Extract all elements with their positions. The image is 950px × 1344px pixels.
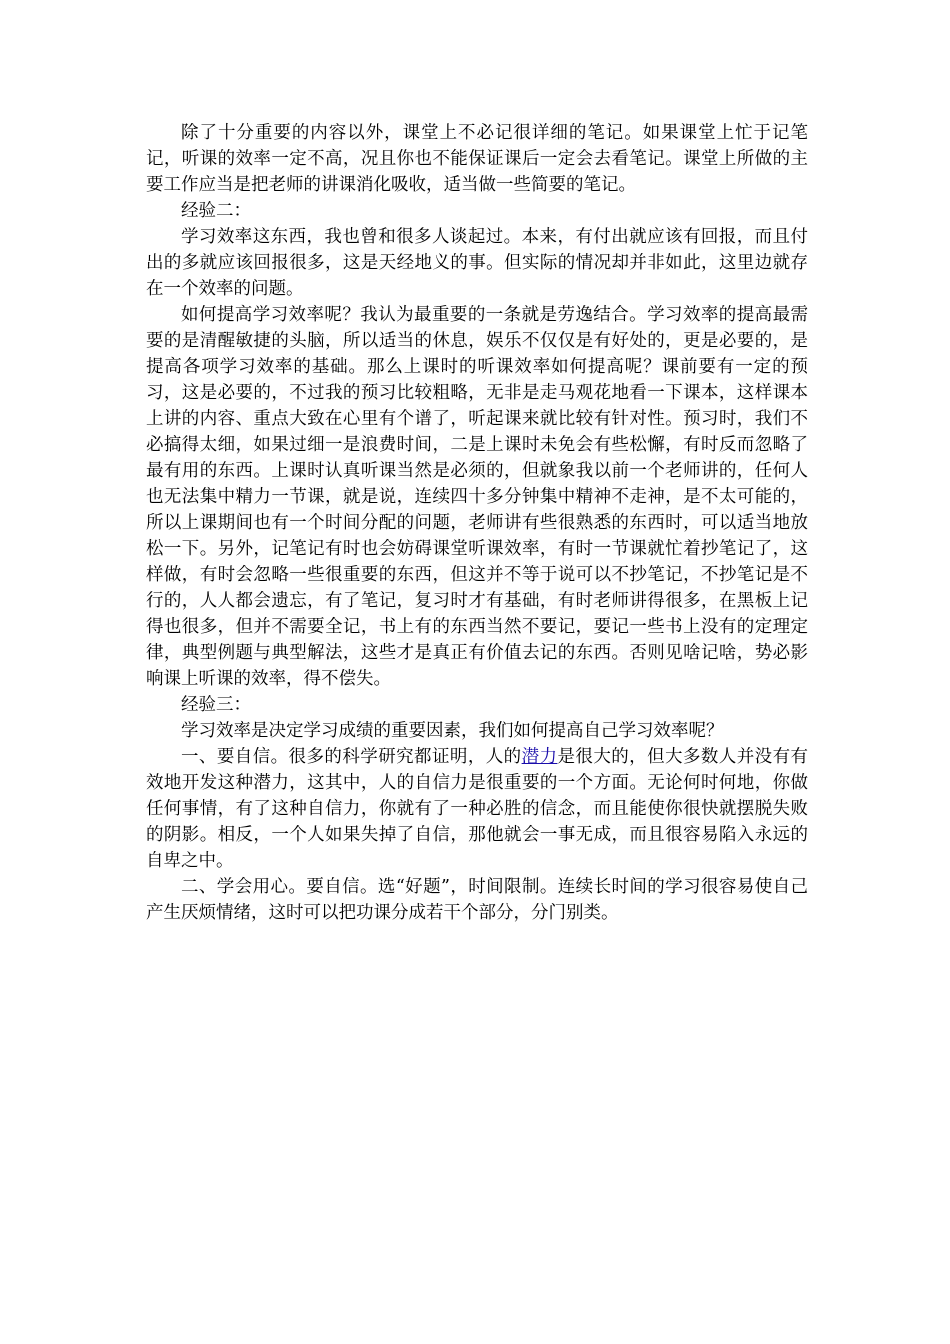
paragraph-self-confidence xyxy=(146,744,808,874)
self-confidence-text-before: 一、要自信。很多的科学研究都证明，人的 xyxy=(181,747,522,767)
heading-experience-two: 经验二： xyxy=(181,201,251,221)
document-body xyxy=(146,120,808,926)
heading-experience-three: 经验三： xyxy=(181,695,251,715)
paragraph-efficiency-intro: 学习效率这东西，我也曾和很多人谈起过。本来，有付出就应该有回报，而且付出的多就应该回报很多，这是天经地义的事。但实际的情况却并非如此，这里边就存在一个效率的问题。 xyxy=(146,227,808,299)
potential-link[interactable]: 潜力 xyxy=(521,747,558,767)
paragraph-learn-attentively: 二、学会用心。要自信。选“好题”，时间限制。连续长时间的学习很容易使自己产生厌烦情绪，这时可以把功课分成若干个部分，分门别类。 xyxy=(146,877,808,923)
self-confidence-text-after: 是很大的，但大多数人并没有有效地开发这种潜力，这其中，人的自信力是很重要的一个方面。无论何时何地，你做任何事情，有了这种自信力，你就有了一种必胜的信念，而且能使你很快就摆脱失败的阴影。相反，一个人如果失掉了自信，那他就会一事无成，而且很容易陷入永远的自卑之中。 xyxy=(146,747,809,871)
paragraph-note-taking: 除了十分重要的内容以外，课堂上不必记很详细的笔记。如果课堂上忙于记笔记，听课的效率一定不高，况且你也不能保证课后一定会去看笔记。课堂上所做的主要工作应当是把老师的讲课消化吸收，适当做一些简要的笔记。 xyxy=(146,123,808,195)
paragraph-work-rest-balance: 如何提高学习效率呢？我认为最重要的一条就是劳逸结合。学习效率的提高最需要的是清醒敏捷的头脑，所以适当的休息，娱乐不仅仅是有好处的，更是必要的，是提高各项学习效率的基础。那么上课时的听课效率如何提高呢？课前要有一定的预习，这是必要的，不过我的预习比较粗略，无非是走马观花地看一下课本，这样课本上讲的内容、重点大致在心里有个谱了，听起课来就比较有针对性。预习时，我们不必搞得太细，如果过细一是浪费时间，二是上课时未免会有些松懈，有时反而忽略了最有用的东西。上课时认真听课当然是必须的，但就象我以前一个老师讲的，任何人也无法集中精力一节课，就是说，连续四十多分钟集中精神不走神，是不太可能的，所以上课期间也有一个时间分配的问题，老师讲有些很熟悉的东西时，可以适当地放松一下。另外，记笔记有时也会妨碍课堂听课效率，有时一节课就忙着抄笔记了，这样做，有时会忽略一些很重要的东西，但这并不等于说可以不抄笔记，不抄笔记是不行的，人人都会遗忘，有了笔记，复习时才有基础，有时老师讲得很多，在黑板上记得也很多，但并不需要全记，书上有的东西当然不要记，要记一些书上没有的定理定律，典型例题与典型解法，这些才是真正有价值去记的东西。否则见啥记啥，势必影响课上听课的效率，得不偿失。 xyxy=(146,305,808,689)
paragraph-efficiency-question: 学习效率是决定学习成绩的重要因素，我们如何提高自己学习效率呢？ xyxy=(181,721,724,741)
